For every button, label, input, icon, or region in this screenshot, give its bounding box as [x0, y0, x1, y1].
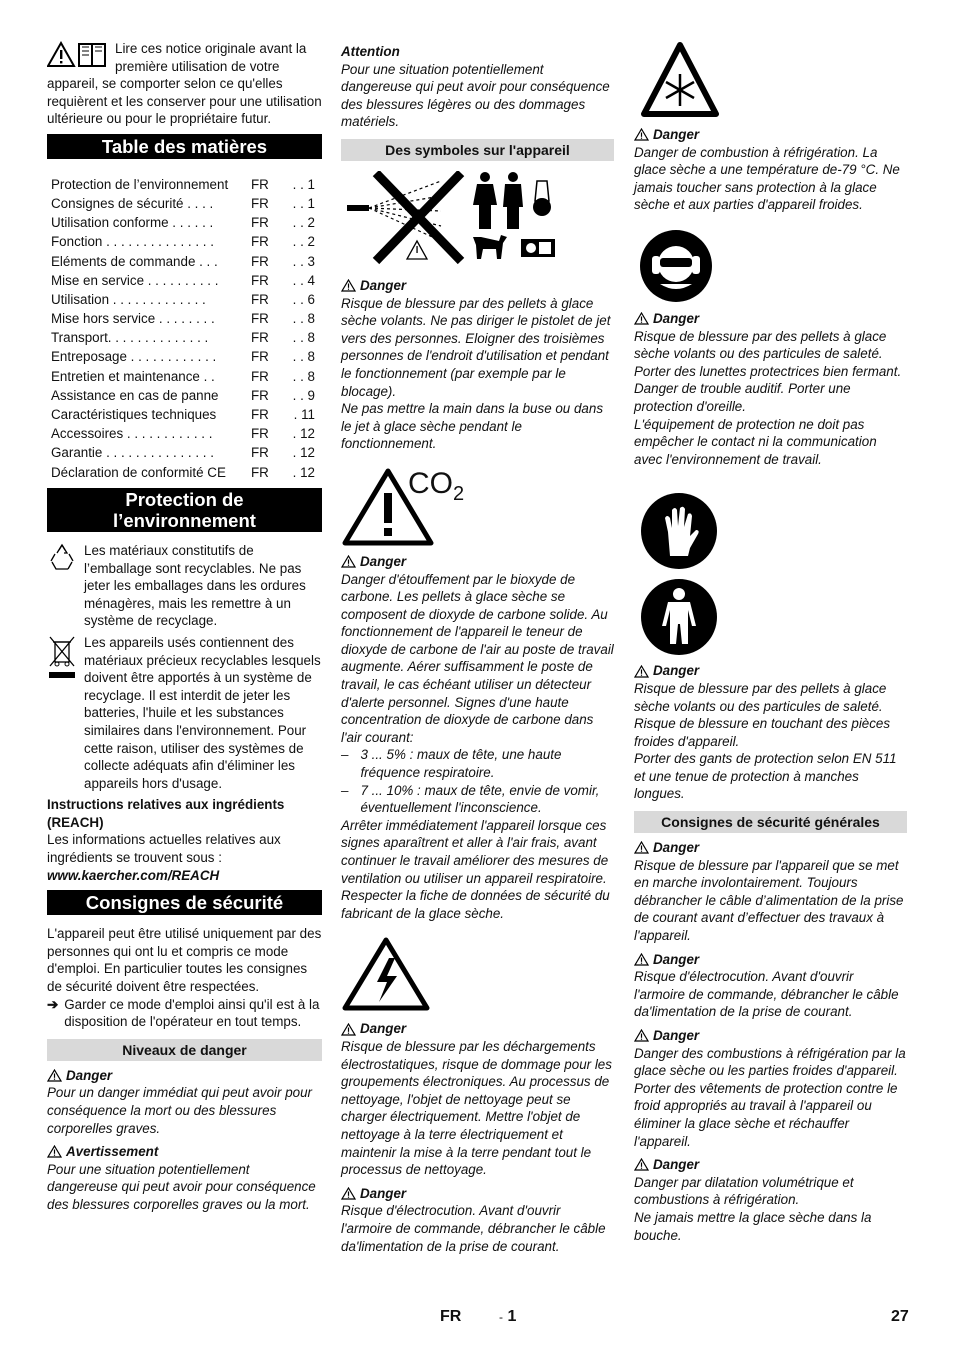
intro-text: Lire ces notice originale avant la première utilisation de votre appareil, se comporter selon ce qu'elles requièrent et les conserver pour une utilisation ultérieure ou pour le propriétaire futur.: [47, 41, 322, 127]
warning-triangle-icon: [634, 953, 649, 966]
danger-text: Risque de blessure par des pellets à glace sèche volants. Ne pas diriger le pistolet de jet vers des personnes. Eloigner des troisièmes personnes de l'endroit d'utilisation et pendant le fonctionnement (par exemple par le blocage).: [341, 295, 611, 399]
danger-text: Porter des gants de protection selon EN 511 et une tenue de protection à manches longues.: [634, 751, 897, 802]
danger-label-row: [47, 1067, 322, 1085]
toc-entry-lang: FR: [251, 387, 269, 403]
column-right: [634, 40, 907, 1244]
toc-row[interactable]: [47, 386, 322, 405]
danger-label-row: [634, 1027, 907, 1045]
danger-label: Danger: [360, 1185, 407, 1201]
danger-label-row: [634, 126, 907, 144]
reach-text: Les informations actuelles relatives aux ingrédients se trouvent sous :: [47, 832, 281, 866]
danger-label-row: [634, 839, 907, 857]
list-item: [341, 746, 614, 781]
danger-text: Arrêter immédiatement l'appareil lorsque ces signes aparaîtrent et aller à l'air frais, avant continuer le travail améliorer des mesures de ventilation ou utiliser un appareil respiratoire.: [341, 817, 609, 886]
toc-entry-title: Protection de l’environnement: [51, 176, 229, 192]
toc-entry-title: Garantie . . . . . . . . . . . . . . .: [51, 445, 214, 461]
warning-triangle-icon: [634, 665, 649, 678]
danger-label-row: [634, 662, 907, 680]
warning-triangle-icon: [341, 1023, 356, 1036]
toc-entry-page: . . 2: [292, 234, 315, 250]
danger-label: Danger: [66, 1067, 113, 1083]
toc-entry-lang: FR: [251, 195, 269, 211]
toc-entry-title: Mise en service . . . . . . . . . .: [51, 272, 219, 288]
co2-warning-pictogram: [341, 467, 614, 547]
danger-text: Risque de blessure par des pellets à glace sèche volants ou des particules de saleté. Porter des lunettes protectrices bien fermant. Danger de trouble auditif. Porter une protection d'oreille.: [634, 328, 902, 414]
co2-label: [408, 467, 464, 511]
danger-label-row: [341, 1020, 614, 1038]
danger-text: Risque de blessure par des pellets à glace sèche volants ou des particules de saleté. Risque de blessure en touchant des pièces froides d'appareil.: [634, 680, 891, 749]
toc-entry-lang: FR: [251, 349, 269, 365]
danger-text: Danger par dilatation volumétrique et combustions à réfrigération.: [634, 1174, 854, 1208]
warning-triangle-icon: [634, 128, 649, 141]
danger-label: Danger: [360, 1021, 407, 1037]
general-safety-heading: Consignes de sécurité générales: [634, 811, 907, 833]
danger-label-row: [634, 310, 907, 328]
danger-label: Danger: [653, 1157, 700, 1173]
list-item: [341, 782, 614, 817]
danger-label-row: [341, 277, 614, 295]
toc-entry-title: Déclaration de conformité CE: [51, 464, 226, 480]
high-voltage-pictogram: [341, 936, 614, 1014]
warning-triangle-icon: [634, 312, 649, 325]
toc-entry-lang: FR: [251, 272, 269, 288]
weee-text: Les appareils usés contiennent des matériaux précieux recyclables lesquels doivent être apportés à un système de recyclage. Il est interdit de jeter les batteries, l'huile et les substances similaires dans l'environnement. Pour cette raison, utiliser des systèmes de collecte adéquats afin d'éliminer les appareils hors d'usage.: [84, 634, 321, 791]
toc-entry-lang: FR: [251, 368, 269, 384]
toc-entry-title: Entreposage . . . . . . . . . . . .: [51, 349, 217, 365]
danger-label: Danger: [653, 840, 700, 856]
toc-row[interactable]: [47, 405, 322, 424]
danger-label-row: [341, 553, 614, 571]
warning-triangle-icon: [634, 841, 649, 854]
toc-entry-page: . . 3: [292, 253, 315, 269]
toc-row[interactable]: [47, 252, 322, 271]
toc-entry-page: . . 8: [292, 349, 315, 365]
environment-heading: Protection de l’environnement: [47, 488, 322, 532]
danger-levels-heading: Niveaux de danger: [47, 1039, 322, 1061]
danger-text: Risque de blessure par l'appareil que se met en marche involontairement. Toujours débrancher le câble d’alimentation de la prise de courant avant d’effectuer des travaux à l'appareil.: [634, 857, 904, 944]
toc-entry-title: Fonction . . . . . . . . . . . . . . .: [51, 234, 214, 250]
danger-text: Danger de combustion à réfrigération. La glace sèche a une température de-79 °C. Ne jamais toucher sans protection à la glace sèche et aux parties d'appareil froides.: [634, 144, 900, 213]
toc-row[interactable]: [47, 348, 322, 367]
toc-entry-page: . . 9: [292, 387, 315, 403]
toc-entry-title: Consignes de sécurité . . . .: [51, 195, 214, 211]
toc-row[interactable]: [47, 424, 322, 443]
danger-label-row: [341, 1185, 614, 1203]
danger-label-row: [634, 1156, 907, 1174]
reach-heading: Instructions relatives aux ingrédients (REACH): [47, 797, 285, 830]
dash-bullet: –: [341, 782, 349, 798]
table-of-contents: [47, 175, 322, 482]
footer-section-page: [499, 1308, 516, 1327]
dash-bullet: –: [341, 747, 349, 763]
toc-entry-lang: FR: [251, 234, 269, 250]
toc-entry-lang: FR: [251, 407, 269, 423]
toc-entry-title: Assistance en cas de panne: [51, 387, 219, 403]
toc-entry-title: Entretien et maintenance . .: [51, 368, 215, 384]
danger-label: Danger: [653, 310, 700, 326]
danger-label: Danger: [653, 127, 700, 142]
toc-row[interactable]: [47, 233, 322, 252]
co2-text: CO: [408, 466, 453, 500]
crossed-bin-icon: [47, 634, 78, 792]
danger-text: L'équipement de protection ne doit pas empêcher le contact ni la communication avec l'environnement de travail.: [634, 416, 877, 467]
footer-dash: -: [499, 1310, 503, 1324]
toc-entry-lang: FR: [251, 464, 269, 480]
safety-heading: Consignes de sécurité: [47, 890, 322, 915]
recycle-icon: [47, 542, 78, 630]
danger-label: Danger: [653, 951, 700, 967]
toc-row[interactable]: [47, 463, 322, 482]
danger-label: Danger: [653, 1028, 700, 1043]
danger-text: Ne jamais mettre la glace sèche dans la bouche.: [634, 1209, 872, 1243]
toc-entry-title: Transport. . . . . . . . . . . . . .: [51, 330, 209, 346]
warning-triangle-icon: [341, 279, 356, 292]
danger-label: Danger: [360, 277, 407, 293]
danger-text: Risque d'électrocution. Avant d'ouvrir l'armoire de commande, débrancher le câble da'limentation de la prise de courant.: [634, 969, 899, 1020]
toc-entry-page: . 12: [292, 464, 315, 480]
footer-local-page: 1: [507, 1308, 517, 1325]
toc-entry-page: . 12: [292, 445, 315, 461]
toc-entry-page: . . 8: [292, 311, 315, 327]
toc-entry-lang: FR: [251, 291, 269, 307]
toc-row[interactable]: [47, 309, 322, 328]
toc-entry-page: . 12: [292, 426, 315, 442]
warning-triangle-icon: [341, 1187, 356, 1200]
danger-label-row: [634, 951, 907, 969]
toc-entry-title: Mise hors service . . . . . . . .: [51, 311, 215, 327]
toc-entry-page: . . 4: [292, 272, 315, 288]
warning-triangle-icon: [341, 555, 356, 568]
danger-text: Danger des combustions à réfrigération par la glace sèche ou les parties froides d'appareil. Porter des vêtements de protection contre le froid appropriés au travail à l'appareil ou éliminer la glace sèche et réchauffer l'appareil.: [634, 1045, 906, 1149]
toc-entry-page: . . 1: [292, 195, 315, 211]
toc-entry-lang: FR: [251, 253, 269, 269]
danger-text: Respecter la fiche de données de sécurité du fabricant de la glace sèche.: [341, 888, 610, 921]
attention-text: Pour une situation potentiellement dangereuse qui peut avoir pour conséquence des blessures légères ou des dommages matériels.: [341, 61, 610, 130]
intro-block: [47, 40, 322, 128]
toc-entry-page: . . 8: [292, 368, 315, 384]
list-item-text: 3 ... 5% : maux de tête, une haute fréquence respiratoire.: [360, 747, 562, 781]
toc-entry-page: . . 8: [292, 330, 315, 346]
danger-text: Risque d'électrocution. Avant d'ouvrir l'armoire de commande, débrancher le câble da'limentation de la prise de courant.: [341, 1203, 606, 1254]
toc-entry-lang: FR: [251, 311, 269, 327]
toc-entry-title: Eléments de commande . . .: [51, 253, 218, 269]
danger-label: Danger: [360, 553, 407, 569]
toc-row[interactable]: [47, 194, 322, 213]
toc-entry-title: Caractéristiques techniques: [51, 407, 217, 423]
warning-label: Avertissement: [66, 1144, 159, 1160]
toc-row[interactable]: [47, 367, 322, 386]
protective-suit-pictogram: [634, 578, 907, 656]
column-left: [47, 40, 322, 1214]
column-middle: [341, 40, 614, 1255]
danger-text: Danger d'étouffement par le bioxyde de carbone. Les pellets à glace sèche se composent de dioxyde de carbone solide. Au fonctionnement de l'appareil le teneur de dioxyde de carbone de l'air au poste de travail augmente. Aérer suffisamment le poste de travail, le cas échéant utiliser un détecteur d'alerte personnel. Signes d'une haute concentration de dioxyde de carbone dans l'air courant:: [341, 571, 614, 745]
co2-subscript: 2: [453, 482, 465, 505]
warning-triangle-icon: [634, 1029, 649, 1042]
gloves-pictogram: [634, 492, 907, 570]
toc-entry-title: Utilisation conforme . . . . . .: [51, 215, 214, 231]
weee-paragraph: [47, 634, 322, 792]
page-number: 27: [891, 1308, 909, 1325]
warning-triangle-icon: [47, 1069, 62, 1082]
toc-row[interactable]: [47, 175, 322, 194]
warning-triangle-icon: [47, 1145, 62, 1158]
toc-entry-lang: FR: [251, 215, 269, 231]
toc-row[interactable]: [47, 290, 322, 309]
toc-entry-page: . 11: [293, 407, 315, 423]
danger-label: Danger: [653, 663, 700, 679]
danger-text: Risque de blessure par les déchargements électrostatiques, risque de dommage pour les groupements électroniques. Au processus de nettoyage, l'objet de nettoyage peut se charger électriquement. Mettre l'objet de nettoyage à la terre électriquement et maintenir la mise à la terre pendant tout le processus de nettoyage.: [341, 1038, 612, 1178]
recycling-paragraph: [47, 542, 322, 630]
toc-entry-page: . . 1: [292, 176, 315, 192]
warning-text: Pour une situation potentiellement dangereuse qui peut avoir pour conséquence des blessures corporelles graves ou la mort.: [47, 1161, 316, 1212]
eye-ear-protection-pictogram: [634, 228, 907, 304]
safety-arrow-paragraph: [47, 996, 322, 1031]
toc-entry-title: Utilisation . . . . . . . . . . . . .: [51, 291, 206, 307]
safety-text: L'appareil peut être utilisé uniquement par des personnes qui ont lu et compris ce mode d'emploi. En particulier toutes les consignes de sécurité doivent être respectées.: [47, 926, 322, 995]
danger-text: Pour un danger immédiat qui peut avoir pour conséquence la mort ou des blessures corporelles graves.: [47, 1085, 312, 1136]
attention-label: Attention: [341, 44, 400, 59]
toc-entry-lang: FR: [251, 176, 269, 192]
toc-row[interactable]: [47, 444, 322, 463]
warning-manual-icon: [47, 41, 109, 71]
arrow-right-icon: ➔: [47, 996, 59, 1012]
warning-label-row: [47, 1143, 322, 1161]
toc-entry-lang: FR: [251, 426, 269, 442]
toc-entry-page: . . 6: [292, 291, 315, 307]
danger-text: Ne pas mettre la main dans la buse ou dans le jet à glace sèche pendant le fonctionnement.: [341, 401, 604, 452]
toc-row[interactable]: [47, 213, 322, 232]
no-spray-at-people-pictogram: [341, 171, 614, 271]
toc-row[interactable]: [47, 328, 322, 347]
toc-entry-page: . . 2: [292, 215, 315, 231]
reach-link[interactable]: www.kaercher.com/REACH: [47, 867, 220, 883]
recycling-text: Les matériaux constitutifs de l’emballage sont recyclables. Ne pas jeter les emballages dans les ordures ménagères, mais les remettre à un système de recyclage.: [84, 542, 306, 629]
safety-arrow-text: Garder ce mode d'emploi ainsi qu'il est à la disposition de l'opérateur en tout temps.: [64, 996, 320, 1030]
toc-row[interactable]: [47, 271, 322, 290]
toc-entry-title: Accessoires . . . . . . . . . . . .: [51, 426, 213, 442]
toc-heading: Table des matières: [47, 134, 322, 159]
cold-hazard-pictogram: [634, 40, 907, 120]
device-symbols-heading: Des symboles sur l'appareil: [341, 139, 614, 161]
footer-language: FR: [440, 1308, 462, 1325]
warning-triangle-icon: [634, 1158, 649, 1171]
list-item-text: 7 ... 10% : maux de tête, envie de vomir, éventuellement l'inconscience.: [360, 782, 600, 816]
toc-entry-lang: FR: [251, 445, 269, 461]
toc-entry-lang: FR: [251, 330, 269, 346]
